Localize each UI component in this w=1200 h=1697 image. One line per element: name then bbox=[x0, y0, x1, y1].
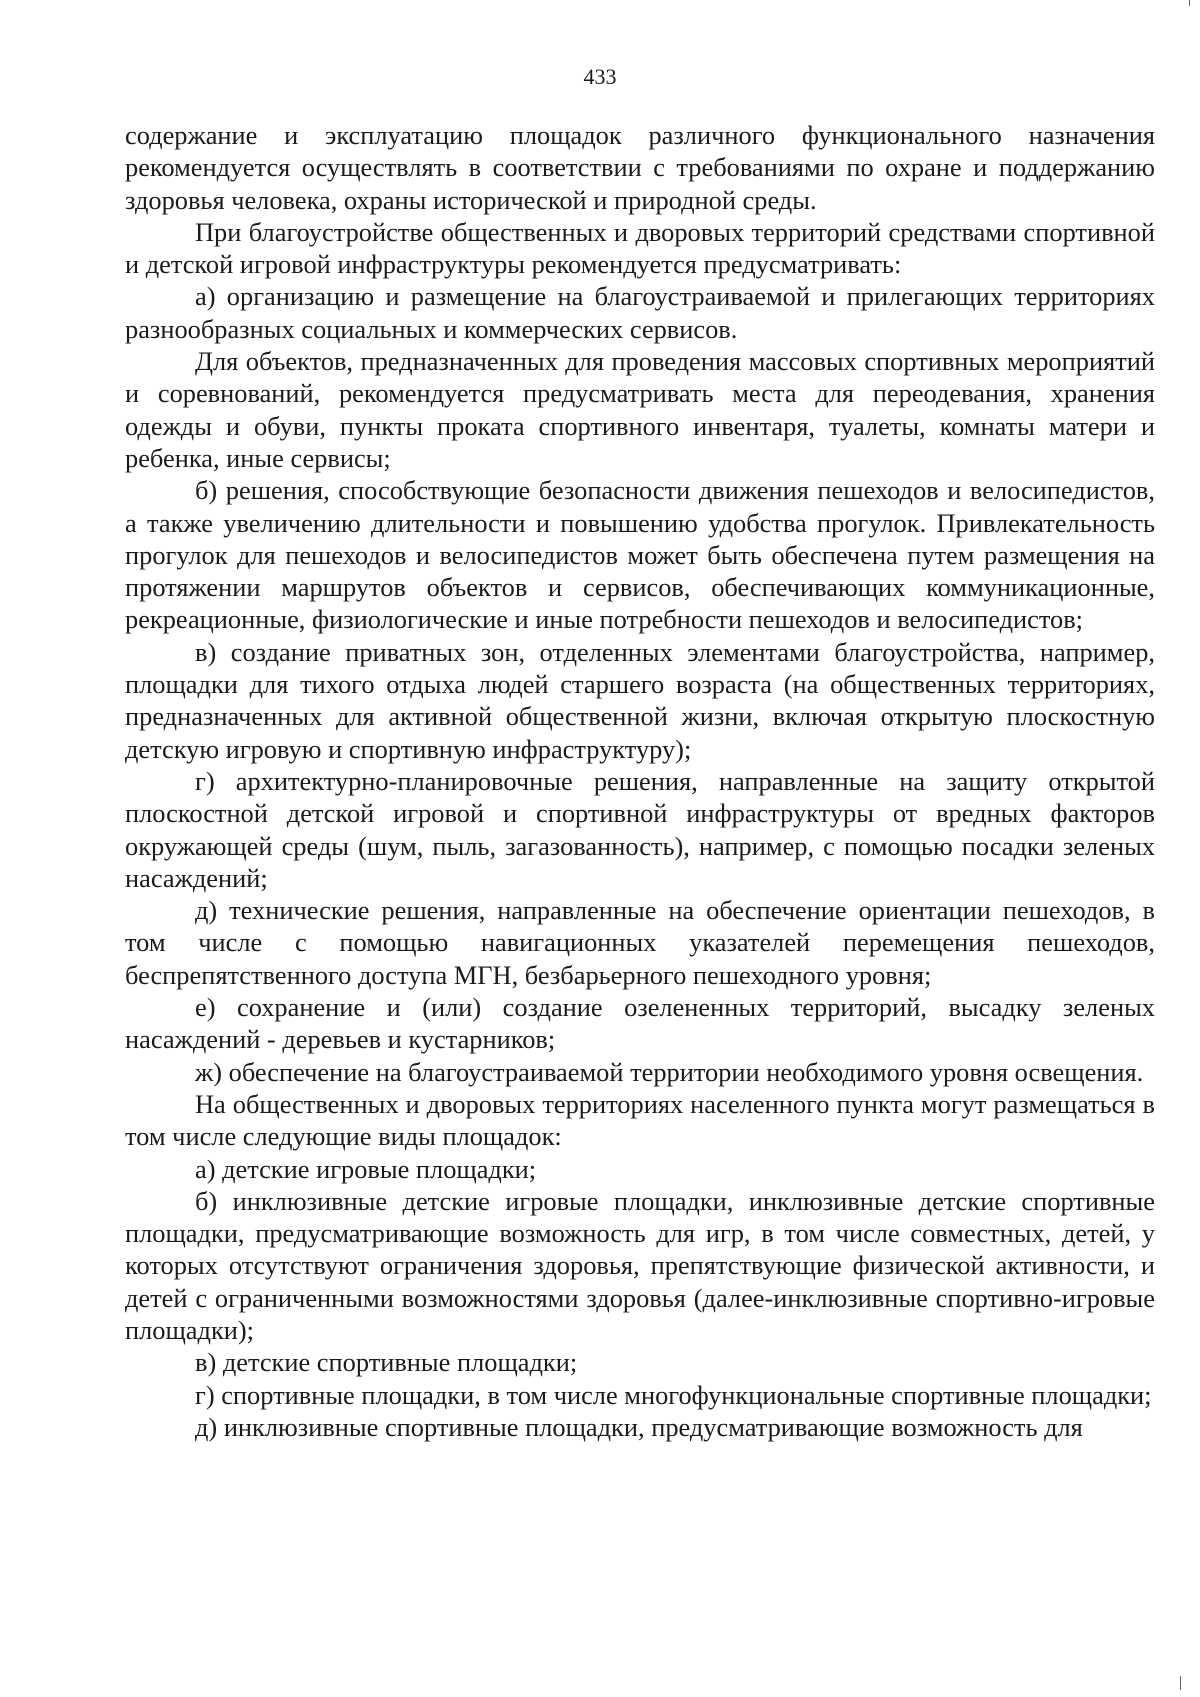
list-item-d-technical: д) технические решения, направленные на обеспечение ориентации пешеходов, в том числе с помощью навигационных указателей перемещения пешеходов, беспрепятственного доступа МГН, безбарьерного пешеходного уровня; bbox=[125, 895, 1155, 990]
list-item-v-sports-kids: в) детские спортивные площадки; bbox=[195, 1347, 578, 1378]
list-item-g-architecture: г) архитектурно-планировочные решения, направленные на защиту открытой плоскостной детской игровой и спортивной инфраструктуры от вредных факторов окружающей среды (шум, пыль, загазованность), например, с помощью посадки зеленых насаждений; bbox=[125, 765, 1155, 893]
list-item-b-safety: б) решения, способствующие безопасности движения пешеходов и велосипедистов, а также увеличению длительности и повышению удобства прогулок. Привлекательность прогулок для пешеходов и велосипедистов может быть обеспечена путем размещения на протяжении маршрутов объектов и сервисов, обеспечивающих коммуникационные, рекреационные, физиологические и иные потребности пешеходов и велосипедистов; bbox=[125, 475, 1155, 635]
list-item-e-greenery: е) сохранение и (или) создание озелененных территорий, высадку зеленых насаждений - деревьев и кустарников; bbox=[125, 992, 1155, 1055]
list-item-g-sports: г) спортивные площадки, в том числе многофункциональные спортивные площадки; bbox=[195, 1379, 1152, 1410]
list-item-a-services: а) организацию и размещение на благоустраиваемой и прилегающих территориях разнообразных социальных и коммерческих сервисов. bbox=[125, 281, 1155, 344]
list-item-zh-lighting: ж) обеспечение на благоустраиваемой территории необходимого уровня освещения. bbox=[195, 1056, 1144, 1087]
paragraph-mass-events: Для объектов, предназначенных для проведения массовых спортивных мероприятий и соревнований, рекомендуется предусматривать места для переодевания, хранения одежды и обуви, пункты проката спортивного инвентаря, туалеты, комнаты матери и ребенка, иные сервисы; bbox=[125, 346, 1155, 473]
paragraph-continuation: содержание и эксплуатацию площадок различного функционального назначения рекомендуется осуществлять в соответствии с требованиями по охране и поддержанию здоровья человека, охраны исторической и природной среды. bbox=[125, 120, 1155, 215]
list-item-d-inclusive-sports: д) инклюзивные спортивные площадки, предусматривающие возможность для bbox=[195, 1411, 1083, 1442]
list-item-v-private-zones: в) создание приватных зон, отделенных элементами благоустройства, например, площадки для тихого отдыха людей старшего возраста (на общественных территориях, предназначенных для активной общественной жизни, включая открытую плоскостную детскую игровую и спортивную инфраструктуру); bbox=[125, 636, 1155, 764]
document-body bbox=[125, 119, 1155, 1443]
scan-edge-mark-top bbox=[1189, 0, 1190, 6]
paragraph-intro-infrastructure: При благоустройстве общественных и дворовых территорий средствами спортивной и детской игровой инфраструктуры рекомендуется предусматривать: bbox=[125, 216, 1155, 280]
page-number: 433 bbox=[583, 64, 617, 89]
list-item-a-playgrounds: а) детские игровые площадки; bbox=[195, 1153, 537, 1184]
list-item-b-inclusive: б) инклюзивные детские игровые площадки, инклюзивные детские спортивные площадки, предусматривающие возможность для игр, в том числе совместных, детей, у которых отсутствуют ограничения здоровья, препятствующие физической активности, и детей с ограниченными возможностями здоровья (далее-инклюзивные спортивно-игровые площадки); bbox=[125, 1185, 1155, 1345]
paragraph-playground-types: На общественных и дворовых территориях населенного пункта могут размещаться в том числе следующие виды площадок: bbox=[125, 1088, 1155, 1152]
scan-edge-mark-bottom bbox=[1180, 1676, 1181, 1690]
